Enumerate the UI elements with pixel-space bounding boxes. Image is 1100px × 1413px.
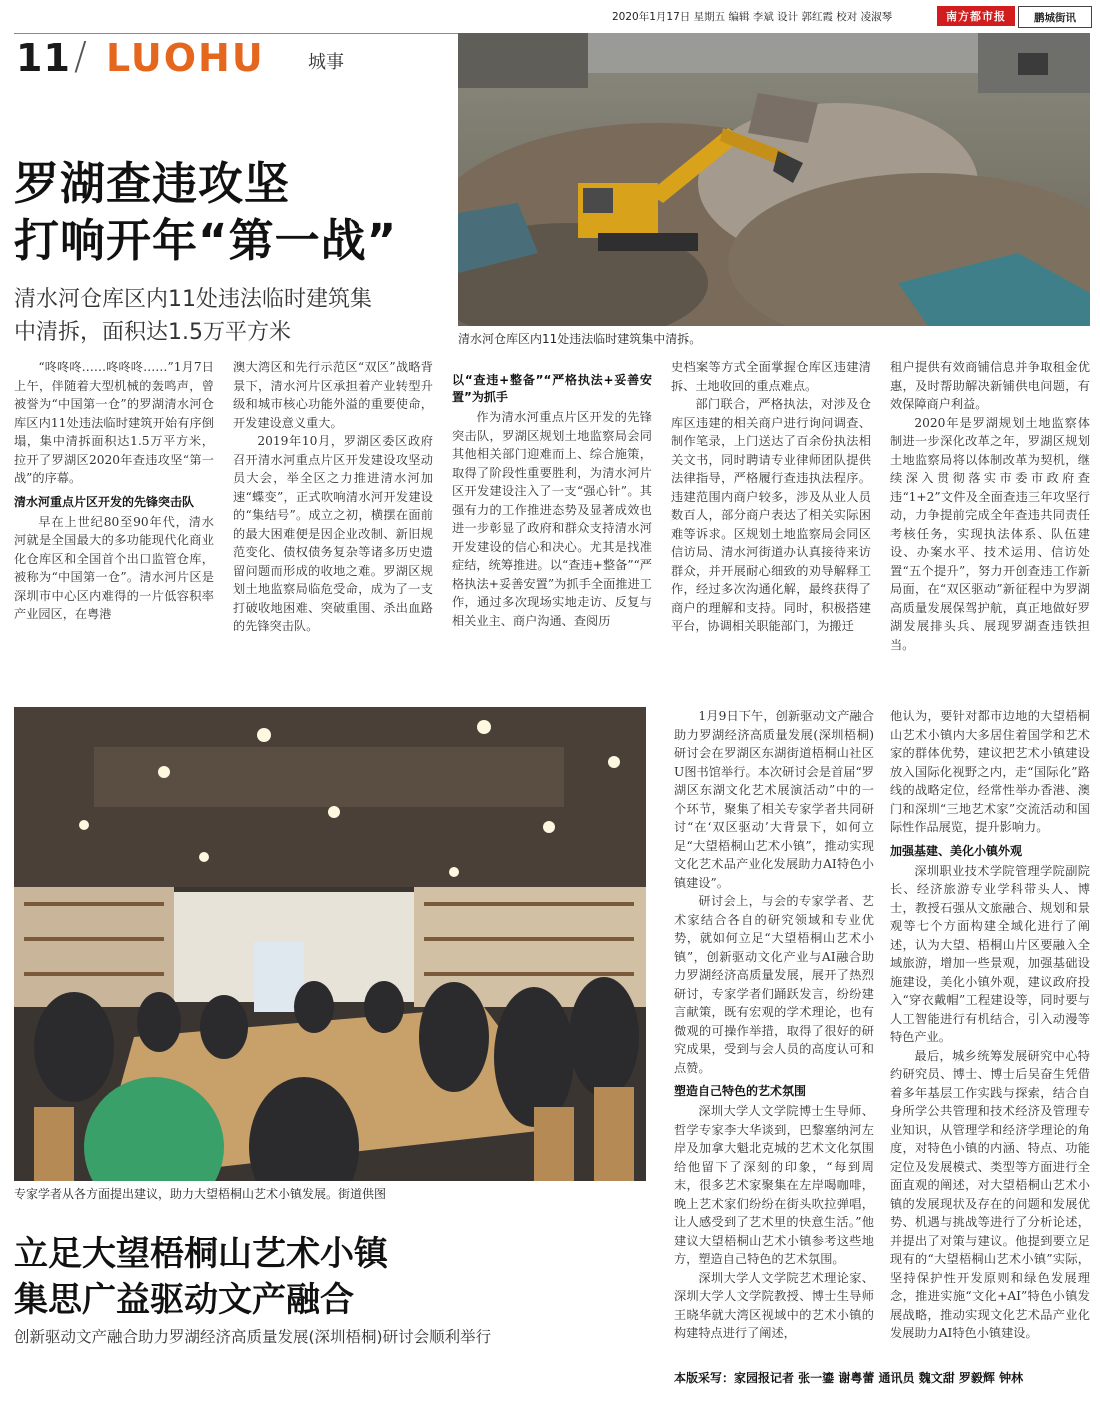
paragraph: 2020年是罗湖规划土地监察体制进一步深化改革之年，罗湖区规划土地监察局将以体制改革为契机，继续深入贯彻落实市委市政府查违“1+2”文件及全面查违三年攻坚行动，力争提前完成全年查违共同责任考核任务，实现执法体系、队伍建设、办案水平、技术运用、信访处置“五个提升”，努力开创查违工作新局面，在“双区驱动”新征程中为罗湖高质量发展保驾护航，真正地做好罗湖发展排头兵、展现罗湖查违铁担当。 (890, 415, 1090, 652)
headline-line-1: 立足大望梧桐山艺术小镇 (14, 1234, 388, 1274)
subheadline-line-1: 清水河仓库区内11处违法临时建筑集 (14, 287, 372, 312)
article-column-2 (233, 358, 433, 636)
article-column-1 (14, 358, 214, 624)
seminar-photo (14, 707, 646, 1181)
section-subheading: 塑造自己特色的艺术氛围 (674, 1084, 807, 1098)
paragraph: 租户提供有效商铺信息并争取租金优惠，及时帮助解决新铺供电问题，有效保障商户利益。 (890, 360, 1090, 411)
paragraph: 澳大湾区和先行示范区“双区”战略背景下，清水河片区承担着产业转型升级和城市核心功能外溢的重要使命，开发建设意义重大。 (233, 360, 433, 430)
section-subheading: 以“查违+整备”“严格执法+妥善安置”为抓手 (452, 373, 652, 404)
paragraph: 深圳职业技术学院管理学院副院长、经济旅游专业学科带头人、博士，教授石强从文旅融合、规划和景观等七个方面构建全域化进行了阐述，认为大望、梧桐山片区要融入全域旅游，增加一些景观，加强基础设施建设，美化小镇外观，建议政府投入“穿衣戴帽”工程建设等，同时要与人工智能进行有机结合，引入动漫等特色产业。 (890, 863, 1090, 1044)
subheadline-line-2: 中清拆，面积达1.5万平方米 (14, 320, 291, 345)
paragraph: “咚咚咚……咚咚咚……”1月7日上午，伴随着大型机械的轰鸣声，曾被誉为“中国第一仓”的罗湖清水河仓库区内11处违法临时建筑开始有序倒塌，集中清拆面积达1.5万平方米，拉开了罗湖区2020年查违攻坚“第一战”的序幕。 (14, 360, 214, 485)
headline-line-1: 罗湖查违攻坚 (14, 157, 291, 210)
article-column-5 (890, 358, 1090, 654)
paragraph: 作为清水河重点片区开发的先锋突击队，罗湖区规划土地监察局会同其他相关部门迎难而上、综合施策，取得了阶段性重要胜利，为清水河片区开发建设注入了一支“强心针”。其强有力的工作推进态势及显著成效也进一步彰显了政府和群众支持清水河开发建设的信心和决心。尤其是找准症结，统筹推进。以“查违+整备”“严格执法+妥善安置”为抓手全面推进工作，通过多次现场实地走访、反复与相关业主、商户沟通、查阅历 (452, 410, 652, 628)
paragraph: 早在上世纪80至90年代，清水河就是全国最大的多功能现代化商业化仓库区和全国首个出口监管仓库，被称为“中国第一仓”。清水河片区是深圳市中心区内难得的一片低容积率产业园区，在粤港 (14, 514, 214, 621)
supplement-logo: 鹏城街讯 (1018, 6, 1092, 28)
article-column-3 (452, 372, 652, 630)
section-subtitle: 城事 (308, 52, 344, 73)
photo-caption: 清水河仓库区内11处违法临时建筑集中清拆。 (458, 332, 702, 346)
paragraph: 深圳大学人文学院艺术理论家、深圳大学人文学院教授、博士生导师王晓华就大湾区视域中的艺术小镇的构建特点进行了阐述， (674, 1270, 874, 1340)
subheadline: 创新驱动文产融合助力罗湖经济高质量发展(深圳梧桐)研讨会顺利举行 (14, 1328, 492, 1346)
slash-divider: / (74, 34, 87, 78)
headline-line-2: 集思广益驱动文产融合 (14, 1280, 354, 1320)
page-number: 11 (16, 36, 71, 80)
paragraph: 研讨会上，与会的专家学者、艺术家结合各自的研究领域和专业优势，就如何立足“大望梧桐山艺术小镇”，创新驱动文化产业与AI融合助力罗湖经济高质量发展，展开了热烈研讨，专家学者们踊跃发言，纷纷建言献策，既有宏观的学术理论，也有微观的可操作举措，取得了很好的研究成果，受到与会人员的高度认可和点赞。 (674, 894, 874, 1075)
newspaper-logo: 南方都市报 (937, 6, 1015, 26)
article-column-a (674, 707, 874, 1343)
paragraph: 最后，城乡统筹发展研究中心特约研究员、博士、博士后吴奋生凭借着多年基层工作实践与探索，结合自身所学公共管理和技术经济及管理专业知识，从管理学和经济学理论的角度，对特色小镇的内涵、特点、功能定位及发展模式、类型等方面进行全面直观的阐述，对大望梧桐山艺术小镇的发展现状及存在的问题和发展优势、机遇与挑战等进行了分析论述，并提出了对策与建议。他提到要立足现有的“大望梧桐山艺术小镇”实际，坚持保护性开发原则和绿色发展理念，推进实施“文化+AI”特色小镇发展战略，推动实现文化艺术品产业化发展助力AI特色小镇建设。 (890, 1048, 1090, 1340)
demolition-photo (458, 33, 1090, 326)
section-subheading: 清水河重点片区开发的先锋突击队 (14, 494, 195, 509)
photo-caption: 专家学者从各方面提出建议，助力大望梧桐山艺术小镇发展。街道供图 (14, 1187, 387, 1201)
paragraph: 2019年10月，罗湖区委区政府召开清水河重点片区开发建设攻坚动员大会，举全区之力推进清水河加速“蝶变”，正式吹响清水河开发建设的“集结号”。成立之初，横摆在面前的最大困难便是因企业改制、新旧规范变化、债权债务复杂等诸多历史遗留问题而形成的收地之难。罗湖区规划土地监察局临危受命，成为了一支打破收地困难、突破重围、杀出血路的先锋突击队。 (233, 434, 433, 633)
dateline: 2020年1月17日 星期五 编辑 李斌 设计 郭红霞 校对 凌淑琴 (612, 11, 893, 23)
article-column-b (890, 707, 1090, 1343)
paragraph: 深圳大学人文学院博士生导师、哲学专家李大华谈到，巴黎塞纳河左岸及加拿大魁北克城的艺术文化氛围给他留下了深刻的印象，“每到周末，很多艺术家聚集在左岸喝咖啡，晚上艺术家们纷纷在街头吹拉弹唱，让人感受到了艺术里的快意生活。”他建议大望梧桐山艺术小镇参考这些地方，塑造自己特色的艺术氛围。 (674, 1104, 874, 1266)
article-column-4 (671, 358, 871, 636)
byline-credits: 本版采写：家园报记者 张一鎏 谢粤蕾 通讯员 魏文甜 罗毅辉 钟林 (674, 1371, 1024, 1385)
paragraph: 部门联合，严格执法，对涉及仓库区违建的相关商户进行询问调查、制作笔录，上门送达了百余份执法相关文书，同时聘请专业律师团队提供法律指导，严格履行查违执法程序。违建范围内商户较多，涉及从业人员数百人，部分商户表达了相关实际困难等诉求。区规划土地监察局会同区信访局、清水河街道办认真接待来访群众，并开展耐心细致的劝导解释工作，经过多次沟通化解，最终获得了商户的理解和支持。同时，积极搭建平台，协调相关职能部门，为搬迁 (671, 397, 871, 633)
paragraph: 他认为，要针对都市边地的大望梧桐山艺术小镇内大多居住着国学和艺术家的群体优势，建议把艺术小镇建设放入国际化视野之内，走“国际化”路线的战略定位，经常性举办香港、澳门和深圳“三地艺术家”交流活动和国际性作品展览，提升影响力。 (890, 709, 1090, 834)
paragraph: 1月9日下午，创新驱动文产融合助力罗湖经济高质量发展(深圳梧桐)研讨会在罗湖区东湖街道梧桐山社区U图书馆举行。本次研讨会是首届“罗湖区东湖文化艺术展演活动”中的一个环节，聚集了相关专家学者共同研讨“在‘双区驱动’大背景下，如何立足“大望梧桐山艺术小镇”，推动实现文化艺术品产业化发展助力AI特色小镇建设”。 (674, 709, 874, 890)
paragraph: 史档案等方式全面掌握仓库区违建清拆、土地收回的重点难点。 (671, 360, 871, 393)
section-subheading: 加强基建、美化小镇外观 (890, 843, 1023, 858)
headline-line-2: 打响开年“第一战” (14, 214, 398, 267)
section-name: LUOHU (106, 36, 265, 80)
